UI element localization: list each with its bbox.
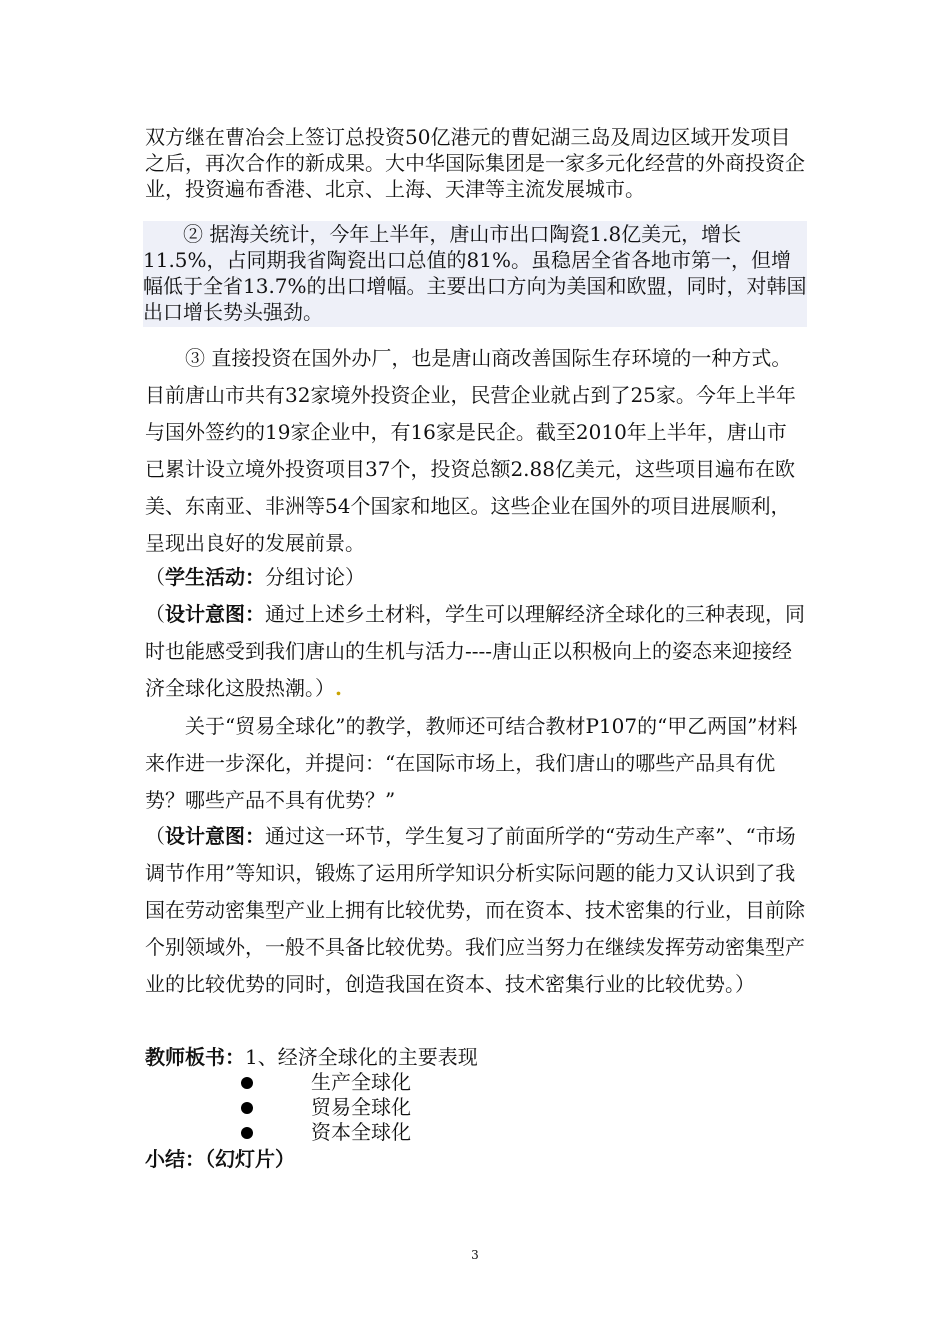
intent2-open: （	[145, 824, 165, 848]
paragraph-ceramics-export: ② 据海关统计，今年上半年，唐山市出口陶瓷1.8亿美元，增长11.5%，占同期我省陶瓷出口总值的81%。虽稳居全省各地市第一，但增幅低于全省13.7%的出口增幅。主要出口方向为美国和欧盟，同时，对韩国出口增长势头强劲。	[143, 221, 807, 327]
intent1-text: 通过上述乡土材料，学生可以理解经济全球化的三种表现，同时也能感受到我们唐山的生机与活力----唐山正以积极向上的姿态来迎接经济全球化这股热潮。）	[145, 602, 805, 700]
paragraph-cooperation: 双方继在曹冶会上签订总投资50亿港元的曹妃湖三岛及周边区域开发项目之后，再次合作的新成果。大中华国际集团是一家多元化经营的外商投资企业，投资遍布香港、北京、上海、天津等主流发展城市。	[145, 125, 805, 201]
intent1-label: 设计意图：	[165, 602, 265, 626]
activity-text: 分组讨论）	[265, 565, 365, 589]
bullet-text: 生产全球化	[311, 1070, 411, 1094]
design-intent-1	[145, 596, 805, 707]
bullet-icon	[241, 1102, 253, 1114]
teacher-board	[145, 1044, 805, 1070]
bullet-icon	[241, 1127, 253, 1139]
list-item	[235, 1120, 411, 1145]
bullet-icon	[241, 1077, 253, 1089]
bullet-text: 贸易全球化	[311, 1095, 411, 1119]
bullet-text: 资本全球化	[311, 1120, 411, 1144]
intent2-label: 设计意图：	[165, 824, 265, 848]
activity-open: （	[145, 565, 165, 589]
intent1-open: （	[145, 602, 165, 626]
list-item	[235, 1095, 411, 1120]
paragraph-overseas-investment: ③ 直接投资在国外办厂，也是唐山商改善国际生存环境的一种方式。目前唐山市共有32家境外投资企业，民营企业就占到了25家。今年上半年与国外签约的19家企业中，有16家是民企。截至2010年上半年，唐山市已累计设立境外投资项目37个，投资总额2.88亿美元，这些项目遍布在欧美、东南亚、非洲等54个国家和地区。这些企业在国外的项目进展顺利，呈现出良好的发展前景。	[145, 346, 796, 555]
list-item	[235, 1070, 411, 1095]
activity-label: 学生活动：	[165, 565, 265, 589]
board-label: 教师板书：	[145, 1045, 245, 1069]
paragraph-trade-globalization: 关于“贸易全球化”的教学，教师还可结合教材P107的“甲乙两国”材料来作进一步深化，并提问：“在国际市场上，我们唐山的哪些产品具有优势？哪些产品不具有优势？”	[145, 714, 798, 812]
board-heading: 1、经济全球化的主要表现	[245, 1045, 478, 1069]
design-intent-2	[145, 818, 805, 1003]
page-number: 3	[471, 1248, 479, 1262]
summary: 小结：（幻灯片）	[145, 1147, 295, 1171]
board-bullet-list	[235, 1070, 411, 1145]
intent2-text: 通过这一环节，学生复习了前面所学的“劳动生产率”、“市场调节作用”等知识，锻炼了运用所学知识分析实际问题的能力又认识到了我国在劳动密集型产业上拥有比较优势，而在资本、技术密集的行业，目前除个别领域外，一般不具备比较优势。我们应当努力在继续发挥劳动密集型产业的比较优势的同时，创造我国在资本、技术密集行业的比较优势。）	[145, 824, 805, 996]
student-activity	[145, 562, 805, 592]
intent1-mark: .	[335, 676, 342, 700]
